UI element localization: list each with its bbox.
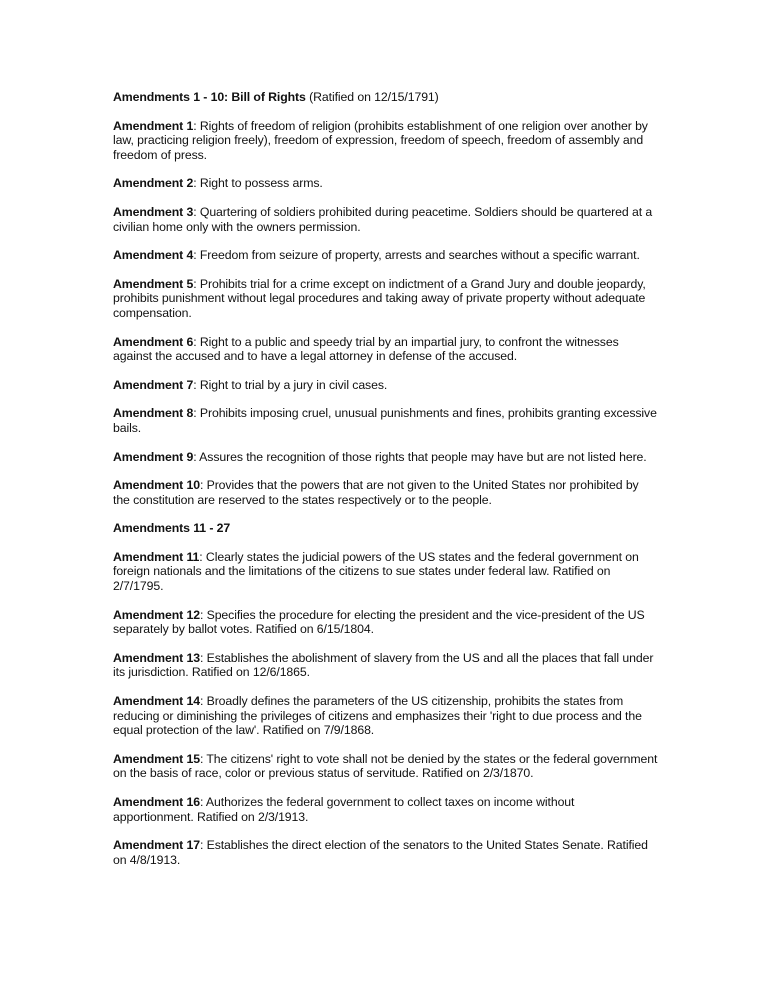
amendment-13 [113, 651, 658, 680]
amendment-label: Amendment 12 [113, 607, 200, 622]
amendment-text: : Broadly defines the parameters of the US citizenship, prohibits the states from reducing or diminishing the privileges of citizens and emphasizes their 'right to due process and the equal protection of the law'. Ratified on 7/9/1868. [113, 694, 642, 738]
amendment-text: : Freedom from seizure of property, arrests and searches without a specific warrant. [193, 248, 640, 263]
amendment-text: : Authorizes the federal government to collect taxes on income without apportionment. Ratified on 2/3/1913. [113, 795, 575, 824]
amendment-10 [113, 478, 658, 507]
section-title: Amendments 11 - 27 [113, 521, 231, 536]
amendment-label: Amendment 10 [113, 478, 200, 493]
amendment-9 [113, 450, 658, 465]
amendment-14 [113, 694, 658, 738]
amendment-1 [113, 119, 658, 163]
amendment-7 [113, 378, 658, 393]
section-heading-amendments-11-27 [113, 521, 658, 536]
amendment-label: Amendment 5 [113, 276, 194, 291]
amendment-text: : Quartering of soldiers prohibited during peacetime. Soldiers should be quartered at a civilian home only with the owners permission. [113, 204, 653, 234]
amendment-label: Amendment 13 [113, 650, 200, 665]
amendment-text: : Clearly states the judicial powers of the US states and the federal government on foreign nationals and the limitations of the citizens to sue states under federal law. Ratified on 2/7/1795. [113, 549, 639, 594]
amendment-text: : Assures the recognition of those rights that people may have but are not listed here. [193, 449, 647, 464]
amendment-label: Amendment 17 [113, 838, 200, 853]
amendment-3 [113, 205, 658, 234]
amendment-text: : Establishes the direct election of the senators to the United States Senate. Ratified on 4/8/1913. [113, 838, 648, 867]
amendment-text: : Specifies the procedure for electing the president and the vice-president of the US separately by ballot votes. Ratified on 6/15/1804. [113, 607, 645, 637]
amendment-text: : Provides that the powers that are not given to the United States nor prohibited by the constitution are reserved to the states respectively or to the people. [113, 478, 639, 507]
amendment-text: : Prohibits imposing cruel, unusual punishments and fines, prohibits granting excessive bails. [113, 406, 657, 435]
amendment-15 [113, 752, 658, 781]
amendment-label: Amendment 1 [113, 118, 194, 133]
amendment-5 [113, 277, 658, 321]
amendment-label: Amendment 7 [113, 377, 194, 392]
amendment-text: : Rights of freedom of religion (prohibits establishment of one religion over another by law, practicing religion freely), freedom of expression, freedom of speech, freedom of assembly and freedom of press. [113, 118, 648, 162]
amendment-label: Amendment 4 [113, 248, 194, 263]
document-page [113, 90, 658, 881]
section-title: Amendments 1 - 10: Bill of Rights [113, 90, 306, 104]
amendment-label: Amendment 9 [113, 449, 194, 464]
amendment-11 [113, 550, 658, 594]
amendment-label: Amendment 16 [113, 795, 200, 809]
amendment-label: Amendment 8 [113, 406, 194, 421]
amendment-12 [113, 608, 658, 637]
amendment-label: Amendment 14 [113, 694, 200, 709]
amendment-label: Amendment 3 [113, 204, 194, 219]
amendment-text: : Right to a public and speedy trial by an impartial jury, to confront the witnesses against the accused and to have a legal attorney in defense of the accused. [113, 334, 619, 364]
amendment-label: Amendment 2 [113, 176, 194, 191]
section-heading-bill-of-rights [113, 90, 658, 105]
amendment-label: Amendment 11 [113, 549, 200, 564]
amendment-text: : The citizens' right to vote shall not be denied by the states or the federal government on the basis of race, color or previous status of servitude. Ratified on 2/3/1870. [113, 751, 658, 781]
section-ratified-note: (Ratified on 12/15/1791) [309, 90, 439, 104]
amendment-16 [113, 795, 658, 824]
amendment-label: Amendment 6 [113, 334, 194, 349]
amendment-17 [113, 838, 658, 867]
amendment-2 [113, 176, 658, 191]
amendment-6 [113, 335, 658, 364]
amendment-4 [113, 248, 658, 263]
amendment-text: : Prohibits trial for a crime except on indictment of a Grand Jury and double jeopardy, prohibits punishment without legal procedures and taking away of private property without adequate compensation. [113, 276, 646, 320]
amendment-text: : Establishes the abolishment of slavery from the US and all the places that fall under its jurisdiction. Ratified on 12/6/1865. [113, 650, 654, 680]
amendment-label: Amendment 15 [113, 751, 200, 766]
amendment-text: : Right to possess arms. [193, 176, 323, 191]
amendment-text: : Right to trial by a jury in civil cases. [193, 377, 388, 392]
amendment-8 [113, 406, 658, 435]
